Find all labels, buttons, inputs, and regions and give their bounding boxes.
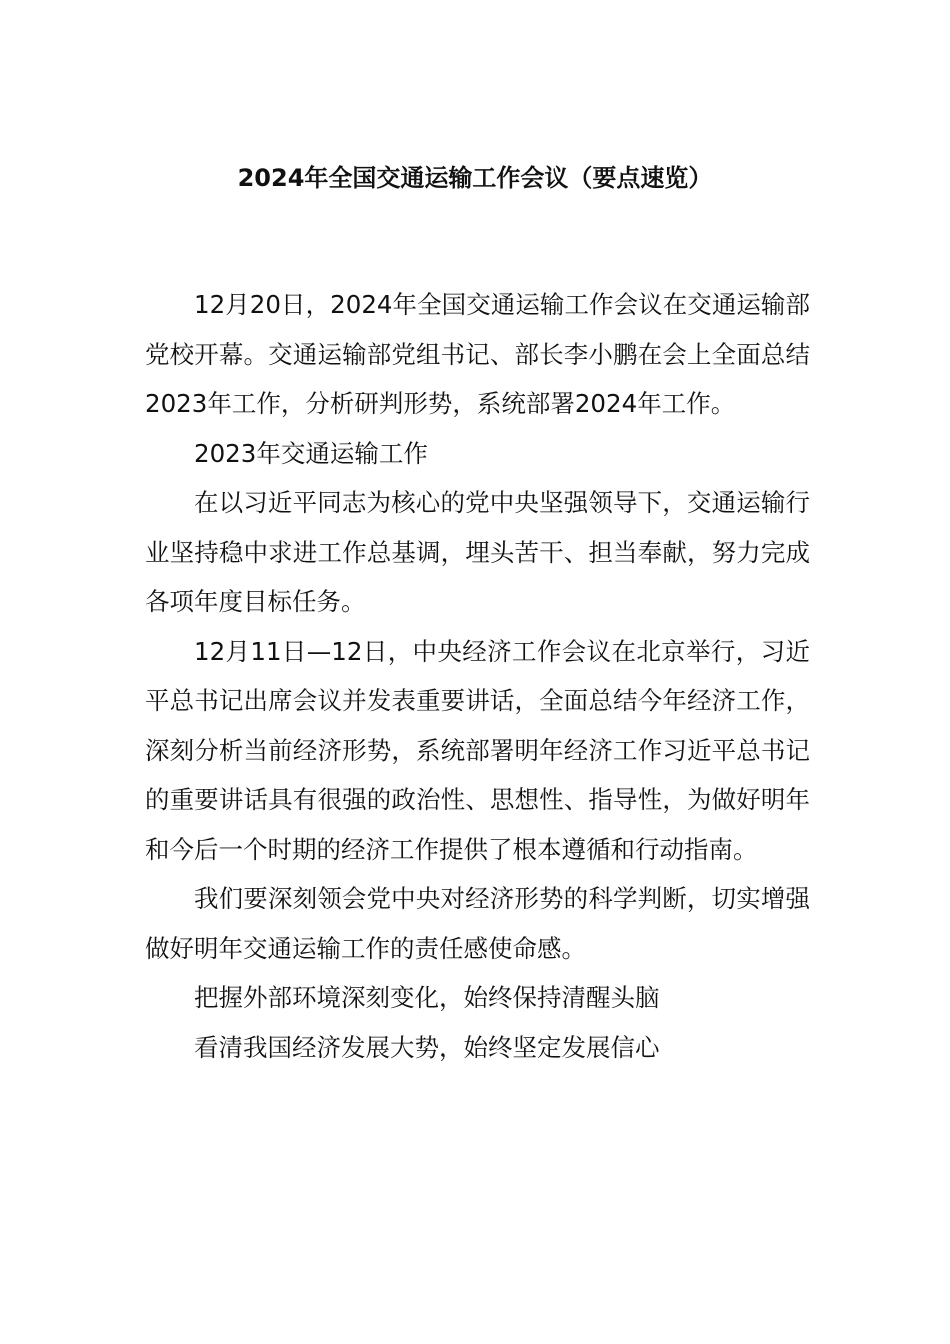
paragraph-leadership: 在以习近平同志为核心的党中央坚强领导下，交通运输行业坚持稳中求进工作总基调，埋头苦干、担当奉献，努力完成各项年度目标任务。 xyxy=(145,488,810,616)
document-body xyxy=(145,280,810,1072)
subheading-development-confidence: 看清我国经济发展大势，始终坚定发展信心 xyxy=(194,1032,660,1062)
subheading-external-environment: 把握外部环境深刻变化，始终保持清醒头脑 xyxy=(194,983,660,1012)
page-title: 2024年全国交通运输工作会议（要点速览） xyxy=(237,164,713,192)
section-heading-2023-work: 2023年交通运输工作 xyxy=(194,438,428,468)
paragraph-responsibility: 我们要深刻领会党中央对经济形势的科学判断，切实增强做好明年交通运输工作的责任感使命感。 xyxy=(145,884,810,963)
paragraph-opening: 12月20日，2024年全国交通运输工作会议在交通运输部党校开幕。交通运输部党组书记、部长李小鹏在会上全面总结2023年工作，分析研判形势，系统部署2024年工作。 xyxy=(145,290,810,418)
paragraph-economic-conference: 12月11日—12日，中央经济工作会议在北京举行，习近平总书记出席会议并发表重要讲话，全面总结今年经济工作，深刻分析当前经济形势，系统部署明年经济工作习近平总书记的重要讲话具有很强的政治性、思想性、指导性，为做好明年和今后一个时期的经济工作提供了根本遵循和行动指南。 xyxy=(145,636,810,864)
